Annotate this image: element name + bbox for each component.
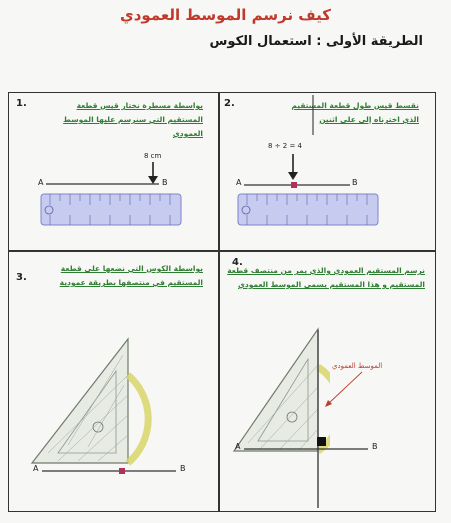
step-1-note: [33, 99, 203, 141]
step-1-ruler: [40, 193, 184, 227]
step-2-point-b: B: [352, 178, 358, 187]
down-arrow-icon: [285, 154, 301, 182]
step-3-note: [33, 262, 203, 290]
step-1-line2: المستقيم التي سنرسم عليها الموسط العمودي: [63, 115, 203, 138]
step-4-segment: [242, 444, 372, 454]
step-1-point-a: A: [38, 178, 44, 187]
step-4-point-b: B: [372, 442, 378, 451]
step-1-measure: 8 cm: [144, 152, 162, 160]
step-3-line1: بواسطة الكوس التي نضعها على قطعة: [60, 264, 203, 273]
text-cursor-mark: [311, 95, 315, 137]
step-4-line1: نرسم المستقيم العمودي والذي يمر من منتصف قطعة: [227, 266, 425, 275]
step-1-point-b: B: [162, 178, 168, 187]
step-3-number: 3.: [16, 272, 27, 283]
perpendicular-bisector-line: [313, 330, 323, 510]
step-2-calc: 8 ÷ 2 = 4: [268, 142, 302, 150]
step-3-segment: [40, 466, 180, 476]
frame-divider-vertical: [218, 92, 220, 511]
step-4-note: [225, 264, 425, 292]
step-2-line1: نقسط قيس طول قطعة المستقيم: [291, 101, 419, 110]
step-2-line2: الذي اخترناه إلى على اثنين: [319, 115, 419, 124]
frame-divider-horizontal: [8, 250, 435, 252]
step-3-point-a: A: [33, 464, 39, 473]
mediator-pointer-arrow: [322, 370, 368, 410]
step-2-segment: [242, 180, 354, 190]
step-2-point-a: A: [236, 178, 242, 187]
step-4-line2: المستقيم و هذا المستقيم يسمى الموسط العمودي: [238, 280, 425, 289]
step-2-note: [249, 99, 419, 127]
mediator-label: الموسط العمودي: [332, 362, 383, 370]
step-1-number: 1.: [16, 98, 27, 109]
step-4-number: 4.: [232, 257, 243, 268]
step-2-number: 2.: [224, 98, 235, 109]
method-subtitle: الطريقة الأولى : استعمال الكوس: [209, 34, 423, 49]
set-square-icon: [28, 335, 178, 470]
step-3-line2: المستقيم في منتصفها بطريقة عمودية: [59, 278, 203, 287]
page-title: كيف نرسم الموسط العمودي: [119, 6, 332, 24]
step-1-line1: بواسطة مسطرة نختار قيس قطعة: [76, 101, 203, 110]
step-4-point-a: A: [235, 442, 241, 451]
step-2-ruler: [237, 193, 381, 227]
step-3-point-b: B: [180, 464, 186, 473]
step-1-segment: [44, 180, 164, 188]
